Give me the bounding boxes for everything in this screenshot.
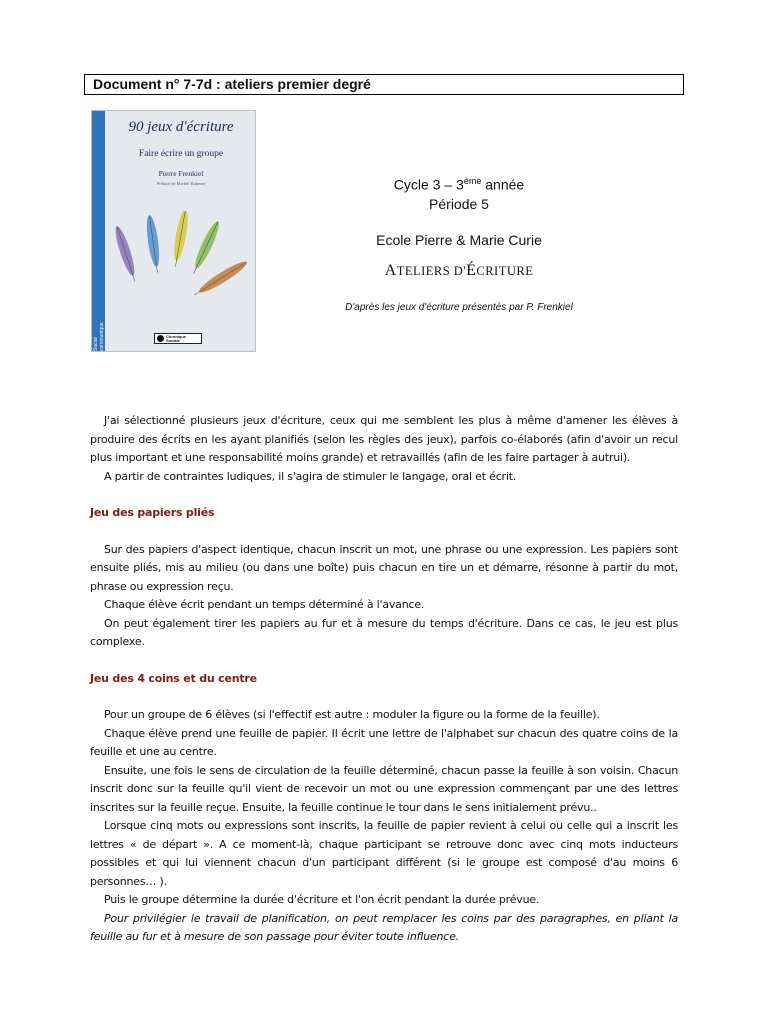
section2-paragraph-5: Puis le groupe détermine la durée d'écriture et l'on écrit pendant la durée prévue. xyxy=(104,893,540,906)
cycle-superscript: ème xyxy=(463,176,482,186)
section-heading-papiers-plies: Jeu des papiers pliés xyxy=(90,506,215,519)
publisher-logo-icon xyxy=(157,335,164,342)
feather-quill-1 xyxy=(117,226,135,281)
section2-paragraph-3: Ensuite, une fois le sens de circulation de la feuille déterminé, chacun passe la feuille à son voisin. Chacun inscrit donc sur la feuille qu'il vient de recevoir un mot ou une expression commençant par une des lettres inscrites sur la feuille reçue. Ensuite, la feuille continue le tour dans le sens initialement prévu.. xyxy=(90,763,678,814)
publisher-logo xyxy=(154,333,202,344)
intro-paragraph-2: A partir de contraintes ludiques, il s'agira de stimuler le langage, oral et écrit. xyxy=(104,469,517,483)
cover-subtitle: Faire écrire un groupe xyxy=(138,149,224,159)
book-cover-image xyxy=(91,110,256,352)
cycle-prefix: Cycle 3 – 3 xyxy=(393,176,464,193)
ateliers-title-cap-e: É xyxy=(466,261,477,279)
section1-paragraph-1: Sur des papiers d'aspect identique, chacun inscrit un mot, une phrase ou une expression. Les papiers sont ensuite pliés, mis au milieu (ou dans une boîte) puis chacun en tire un et démarre, résonne à partir du mot, phrase ou expression reçu. xyxy=(90,542,678,593)
section1-paragraph-3: On peut également tirer les papiers au fur et à mesure du temps d'écriture. Dans ce cas, le jeu est plus complexe. xyxy=(90,616,678,648)
periode-line: Période 5 xyxy=(429,195,489,212)
feather-quill-5 xyxy=(194,262,247,295)
section2-paragraph-1: Pour un groupe de 6 élèves (si l'effectif est autre : moduler la figure ou la forme de la feuille). xyxy=(104,708,600,721)
cover-author: Pierre Frenkiel xyxy=(158,169,204,178)
section2-paragraph-4: Lorsque cinq mots ou expressions sont inscrits, la feuille de papier revient à celui ou celle qui a inscrit les lettres « de départ ». A ce moment-là, chaque participant se retrouve donc avec cinq mots inducteurs possibles et qui lui viennent chacun d'un participant différent (si le groupe est composé d'au moins 6 personnes… ). xyxy=(90,819,678,888)
source-note: D'après les jeux d'écriture présentés par P. Frenkiel xyxy=(345,301,573,313)
feathers-illustration xyxy=(105,211,256,321)
school-name: Ecole Pierre & Marie Curie xyxy=(376,231,542,248)
section2-paragraph-2: Chaque élève prend une feuille de papier. Il écrit une lettre de l'alphabet sur chacun des quatre coins de la feuille et une au centre. xyxy=(90,726,678,758)
intro-paragraph-1: J'ai sélectionné plusieurs jeux d'écriture, ceux qui me semblent les plus à même d'amener les élèves à produire des écrits en les ayant planifiés (selon les règles des jeux), parfois co-élaborés (afin d'avoir un recul plus important et une responsabilité moins grande) et retravaillés (afin de les faire partager à autrui). xyxy=(90,414,678,464)
ateliers-title-cap-a: A xyxy=(384,261,397,279)
cover-title: 90 jeux d'écriture xyxy=(128,119,234,135)
section-heading-4-coins: Jeu des 4 coins et du centre xyxy=(90,671,257,685)
cover-preface: Préface de Michel Kokmer xyxy=(156,181,206,186)
cycle-suffix: année xyxy=(481,176,525,193)
cycle-line xyxy=(300,172,618,195)
section1-paragraph-2: Chaque élève écrit pendant un temps déterminé à l'avance. xyxy=(104,598,425,611)
publisher-name: Chronique Sociale xyxy=(165,333,186,343)
document-body xyxy=(90,412,678,947)
feather-quill-4 xyxy=(193,221,218,274)
document-header: Document n° 7-7d : ateliers premier degré xyxy=(84,74,684,95)
title-block xyxy=(300,172,618,313)
ateliers-title-part: TELIERS D' xyxy=(396,263,467,278)
cover-spine-text: Social communique xyxy=(93,322,105,351)
ateliers-title-rest: CRITURE xyxy=(476,263,534,278)
ateliers-title xyxy=(300,262,618,280)
section2-paragraph-6: Pour privilégier le travail de planification, on peut remplacer les coins par des paragraphes, en pliant la feuille au fur et à mesure de son passage pour éviter toute influence. xyxy=(90,911,678,943)
